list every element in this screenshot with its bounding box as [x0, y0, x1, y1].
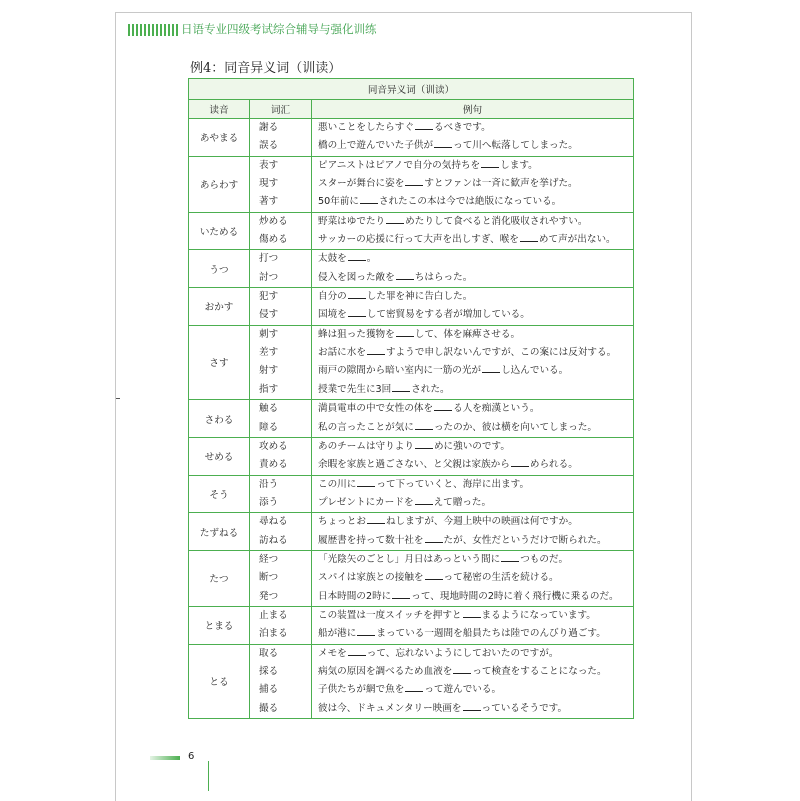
sentence-part: ピアニストはピアノで自分の気持ちを [318, 159, 481, 171]
example-sentence [312, 288, 633, 306]
table-row [189, 606, 634, 644]
sentence-part: 。 [366, 253, 377, 265]
word: 犯す [259, 291, 279, 303]
table-row [189, 325, 634, 399]
blank-line [463, 702, 481, 711]
sentence-part: 侵入を図った敵を [318, 271, 395, 283]
word: 訪ねる [259, 534, 288, 546]
sentence-part: 日本時間の2時に [318, 590, 392, 602]
table-row [189, 475, 634, 513]
word-cell [250, 644, 312, 718]
sentence-part: 履歴書を持って数十社を [318, 534, 424, 546]
reading-cell: とまる [189, 606, 250, 644]
sentence-cell [312, 437, 634, 475]
word-cell [250, 288, 312, 326]
blank-line [396, 328, 414, 337]
word-cell [250, 513, 312, 551]
sentence-cell [312, 475, 634, 513]
table-row [189, 156, 634, 212]
example-sentence [312, 326, 633, 344]
footer-bar [150, 756, 180, 760]
example-sentence [312, 663, 633, 681]
sentence-part: 雨戸の隙間から暗い室内に一筋の光が [318, 365, 482, 377]
table-body [189, 119, 634, 719]
sentence-part: 私の言ったことが気に [318, 421, 414, 433]
sentence-part: メモを [318, 647, 347, 659]
word: 障る [259, 421, 279, 433]
sentence-part: まるようになっています。 [481, 609, 596, 621]
word: 表す [259, 159, 279, 171]
word-cell [250, 400, 312, 438]
sentence-part: スパイは家族との接触を [318, 572, 424, 584]
word: 刺す [259, 328, 279, 340]
sentence-cell [312, 606, 634, 644]
reading-cell: せめる [189, 437, 250, 475]
example-sentence [312, 625, 633, 643]
table-row [189, 550, 634, 606]
sentence-part: あのチームは守りより [318, 440, 414, 452]
sentence-part: めて声が出ない。 [538, 234, 616, 246]
blank-line [367, 515, 385, 524]
example-sentence [312, 250, 633, 268]
sentence-cell [312, 325, 634, 399]
sentence-part: って秘密の生活を続ける。 [443, 572, 559, 584]
sentence-part: 国境を [318, 309, 347, 321]
reading-cell: おかす [189, 288, 250, 326]
sentence-part: たが、女性だというだけで断られた。 [443, 534, 607, 546]
sentence-part: められる。 [529, 459, 578, 471]
reading-cell: さす [189, 325, 250, 399]
example-sentence [312, 119, 633, 137]
blank-line [348, 308, 366, 317]
sentence-part: ねしますが、今週上映中の映画は何ですか。 [385, 516, 578, 528]
word-cell [250, 156, 312, 212]
sentence-part: 余暇を家族と過ごさない、と父親は家族から [318, 459, 510, 471]
example-sentence [312, 157, 633, 175]
blank-line [425, 534, 443, 543]
sentence-part: すようで申し訳ないんですが、この案には反対する。 [385, 347, 617, 359]
sentence-part: めたりして食べると消化吸収されやすい。 [405, 215, 588, 227]
sentence-part: 「光陰矢のごとし」月日はあっという間に [318, 553, 501, 565]
sentence-cell [312, 212, 634, 250]
example-sentence [312, 381, 633, 399]
blank-line [348, 647, 366, 656]
column-header-sentence: 例句 [312, 100, 634, 119]
blank-line [481, 159, 499, 168]
example-sentence [312, 645, 633, 663]
reading-cell: そう [189, 475, 250, 513]
word-cell [250, 606, 312, 644]
sentence-part: って検査をすることになった。 [472, 665, 607, 677]
blank-line [357, 627, 375, 636]
blank-line [520, 233, 538, 242]
sentence-part: 自分の [318, 291, 347, 303]
blank-line [405, 683, 423, 692]
table-row [189, 644, 634, 718]
word: 著す [259, 196, 279, 208]
word-cell [250, 437, 312, 475]
sentence-part: し込んでいる。 [501, 365, 569, 377]
example-sentence [312, 306, 633, 324]
word: 添う [259, 496, 279, 508]
word: 触る [259, 403, 279, 415]
sentence-part: めに強いのです。 [433, 440, 510, 452]
reading-cell: あやまる [189, 119, 250, 157]
blank-line [405, 177, 423, 186]
sentence-part: 悪いことをしたらすぐ [318, 122, 414, 133]
example-sentence [312, 213, 633, 231]
sentence-part: まっている一週間を船員たちは陸でのんびり過ごす。 [376, 628, 606, 640]
example-sentence [312, 175, 633, 193]
word: 撮る [259, 702, 279, 714]
sentence-part: って遊んでいる。 [424, 684, 502, 696]
blank-line [434, 402, 452, 411]
example-sentence [312, 269, 633, 287]
sentence-part: 蜂は狙った獲物を [318, 328, 395, 340]
column-header-reading: 读音 [189, 100, 250, 119]
blank-line [415, 121, 433, 130]
sentence-cell [312, 513, 634, 551]
blank-line [360, 195, 378, 204]
sentence-part: って、忘れないようにしておいたのですが。 [366, 647, 559, 659]
example-sentence [312, 513, 633, 531]
example-sentence [312, 362, 633, 380]
table-title: 同音异义词（训读） [189, 79, 634, 100]
sentence-part: 子供たちが網で魚を [318, 684, 405, 696]
blank-line [511, 458, 529, 467]
reading-cell: あらわす [189, 156, 250, 212]
sentence-part: した罪を神に告白した。 [366, 291, 473, 303]
word: 沿う [259, 478, 279, 490]
word: 打つ [259, 253, 279, 265]
word-cell [250, 250, 312, 288]
table-row [189, 513, 634, 551]
blank-line [482, 364, 500, 373]
sentence-part: サッカーの応援に行って大声を出しすぎ、喉を [318, 234, 519, 246]
table-row [189, 119, 634, 157]
example-sentence [312, 438, 633, 456]
sentence-part: っているそうです。 [481, 702, 568, 714]
word: 現す [259, 178, 279, 190]
reading-cell: たずねる [189, 513, 250, 551]
header-stripes [128, 24, 178, 36]
sentence-part: えて贈った。 [433, 496, 492, 508]
homonym-table [188, 78, 634, 719]
sentence-cell [312, 644, 634, 718]
example-sentence [312, 193, 633, 211]
sentence-part: 野菜はゆでたり [318, 215, 386, 227]
sentence-part: この装置は一度スイッチを押すと [318, 609, 462, 621]
word: 採る [259, 665, 279, 677]
table-row [189, 400, 634, 438]
example-sentence [312, 231, 633, 249]
example-sentence [312, 137, 633, 155]
reading-cell: とる [189, 644, 250, 718]
sentence-part: ちょっとお [318, 516, 366, 528]
sentence-cell [312, 156, 634, 212]
sentence-part: 船が港に [318, 628, 357, 640]
blank-line [348, 290, 366, 299]
sentence-part: って川へ転落してしまった。 [453, 140, 578, 152]
sentence-part: ったのか、彼は横を向いてしまった。 [433, 421, 598, 433]
table-row [189, 288, 634, 326]
sentence-part: して、体を麻痺させる。 [414, 328, 521, 340]
sentence-part: つものだ。 [520, 553, 569, 565]
example-sentence [312, 551, 633, 569]
sentence-part: すとファンは一斉に歓声を挙げた。 [424, 178, 578, 190]
sentence-part: 太鼓を [318, 253, 347, 265]
word-cell [250, 325, 312, 399]
sentence-cell [312, 250, 634, 288]
sentence-part: します。 [500, 159, 538, 171]
sentence-part: ちはらった。 [414, 271, 473, 283]
sentence-part: る人を痴漢という。 [453, 403, 540, 415]
word: 取る [259, 647, 279, 659]
blank-line [501, 553, 519, 562]
word-cell [250, 550, 312, 606]
word: 捕る [259, 684, 279, 696]
example-sentence [312, 532, 633, 550]
blank-line [453, 665, 471, 674]
blank-line [415, 496, 433, 505]
word: 断つ [259, 572, 279, 584]
sentence-cell [312, 119, 634, 157]
table-row [189, 437, 634, 475]
sentence-cell [312, 288, 634, 326]
example-sentence [312, 419, 633, 437]
word: 経つ [259, 553, 279, 565]
word: 泊まる [259, 628, 288, 640]
word: 討つ [259, 271, 279, 283]
sentence-cell [312, 550, 634, 606]
example-sentence [312, 456, 633, 474]
word-cell [250, 475, 312, 513]
example-sentence [312, 607, 633, 625]
example-title: 例4：同音异义词（训读） [190, 61, 342, 76]
word: 責める [259, 459, 288, 471]
sentence-part: して密貿易をする者が増加している。 [366, 309, 530, 321]
sentence-part: プレゼントにカードを [318, 496, 414, 508]
word-cell [250, 119, 312, 157]
example-sentence [312, 494, 633, 512]
sentence-part: された。 [411, 383, 450, 395]
reading-cell: たつ [189, 550, 250, 606]
sentence-part: るべきです。 [433, 122, 491, 133]
table-row [189, 212, 634, 250]
word-cell [250, 212, 312, 250]
word: 攻める [259, 440, 288, 452]
word: 差す [259, 347, 279, 359]
sentence-part: って、現地時間の2時に着く飛行機に乗るのだ。 [411, 590, 619, 602]
running-header: 日语专业四级考试综合辅导与强化训练 [181, 22, 377, 36]
word: 炒める [259, 215, 288, 227]
sentence-part: 50年前に [318, 196, 359, 208]
edge-mark [116, 398, 120, 399]
sentence-cell [312, 400, 634, 438]
word: 発つ [259, 590, 279, 602]
page-number: 6 [188, 751, 195, 762]
blank-line [396, 271, 414, 280]
word: 謝る [259, 122, 279, 133]
sentence-part: スターが舞台に姿を [318, 178, 405, 190]
sentence-part: お話に水を [318, 347, 366, 359]
example-sentence [312, 681, 633, 699]
blank-line [392, 383, 410, 392]
sentence-part: って下っていくと、海岸に出ます。 [376, 478, 530, 490]
sentence-part: 満員電車の中で女性の体を [318, 403, 434, 415]
blank-line [463, 609, 481, 618]
sentence-part: 橋の上で遊んでいた子供が [318, 140, 434, 152]
word: 止まる [259, 609, 288, 621]
word: 誤る [259, 140, 279, 152]
column-header-word: 词汇 [250, 100, 312, 119]
reading-cell: うつ [189, 250, 250, 288]
sentence-part: この川に [318, 478, 357, 490]
example-sentence [312, 588, 633, 606]
sentence-part: 病気の原因を調べるため血液を [318, 665, 453, 677]
example-sentence [312, 400, 633, 418]
example-sentence [312, 344, 633, 362]
example-sentence [312, 569, 633, 587]
blank-line [348, 252, 366, 261]
blank-line [415, 421, 433, 430]
blank-line [392, 590, 410, 599]
word: 指す [259, 383, 279, 395]
example-sentence [312, 700, 633, 718]
table-row [189, 250, 634, 288]
reading-cell: いためる [189, 212, 250, 250]
word: 尋ねる [259, 516, 288, 528]
word: 傷める [259, 234, 288, 246]
blank-line [425, 571, 443, 580]
blank-line [386, 215, 404, 224]
example-sentence [312, 476, 633, 494]
footer-line [208, 761, 209, 791]
blank-line [367, 346, 385, 355]
word: 射す [259, 365, 279, 377]
word: 侵す [259, 309, 279, 321]
sentence-part: 授業で先生に3回 [318, 383, 392, 395]
sentence-part: 彼は今、ドキュメンタリー映画を [318, 702, 462, 714]
blank-line [357, 478, 375, 487]
reading-cell: さわる [189, 400, 250, 438]
blank-line [434, 139, 452, 148]
blank-line [415, 440, 433, 449]
sentence-part: されたこの本は今では絶版になっている。 [379, 196, 562, 208]
